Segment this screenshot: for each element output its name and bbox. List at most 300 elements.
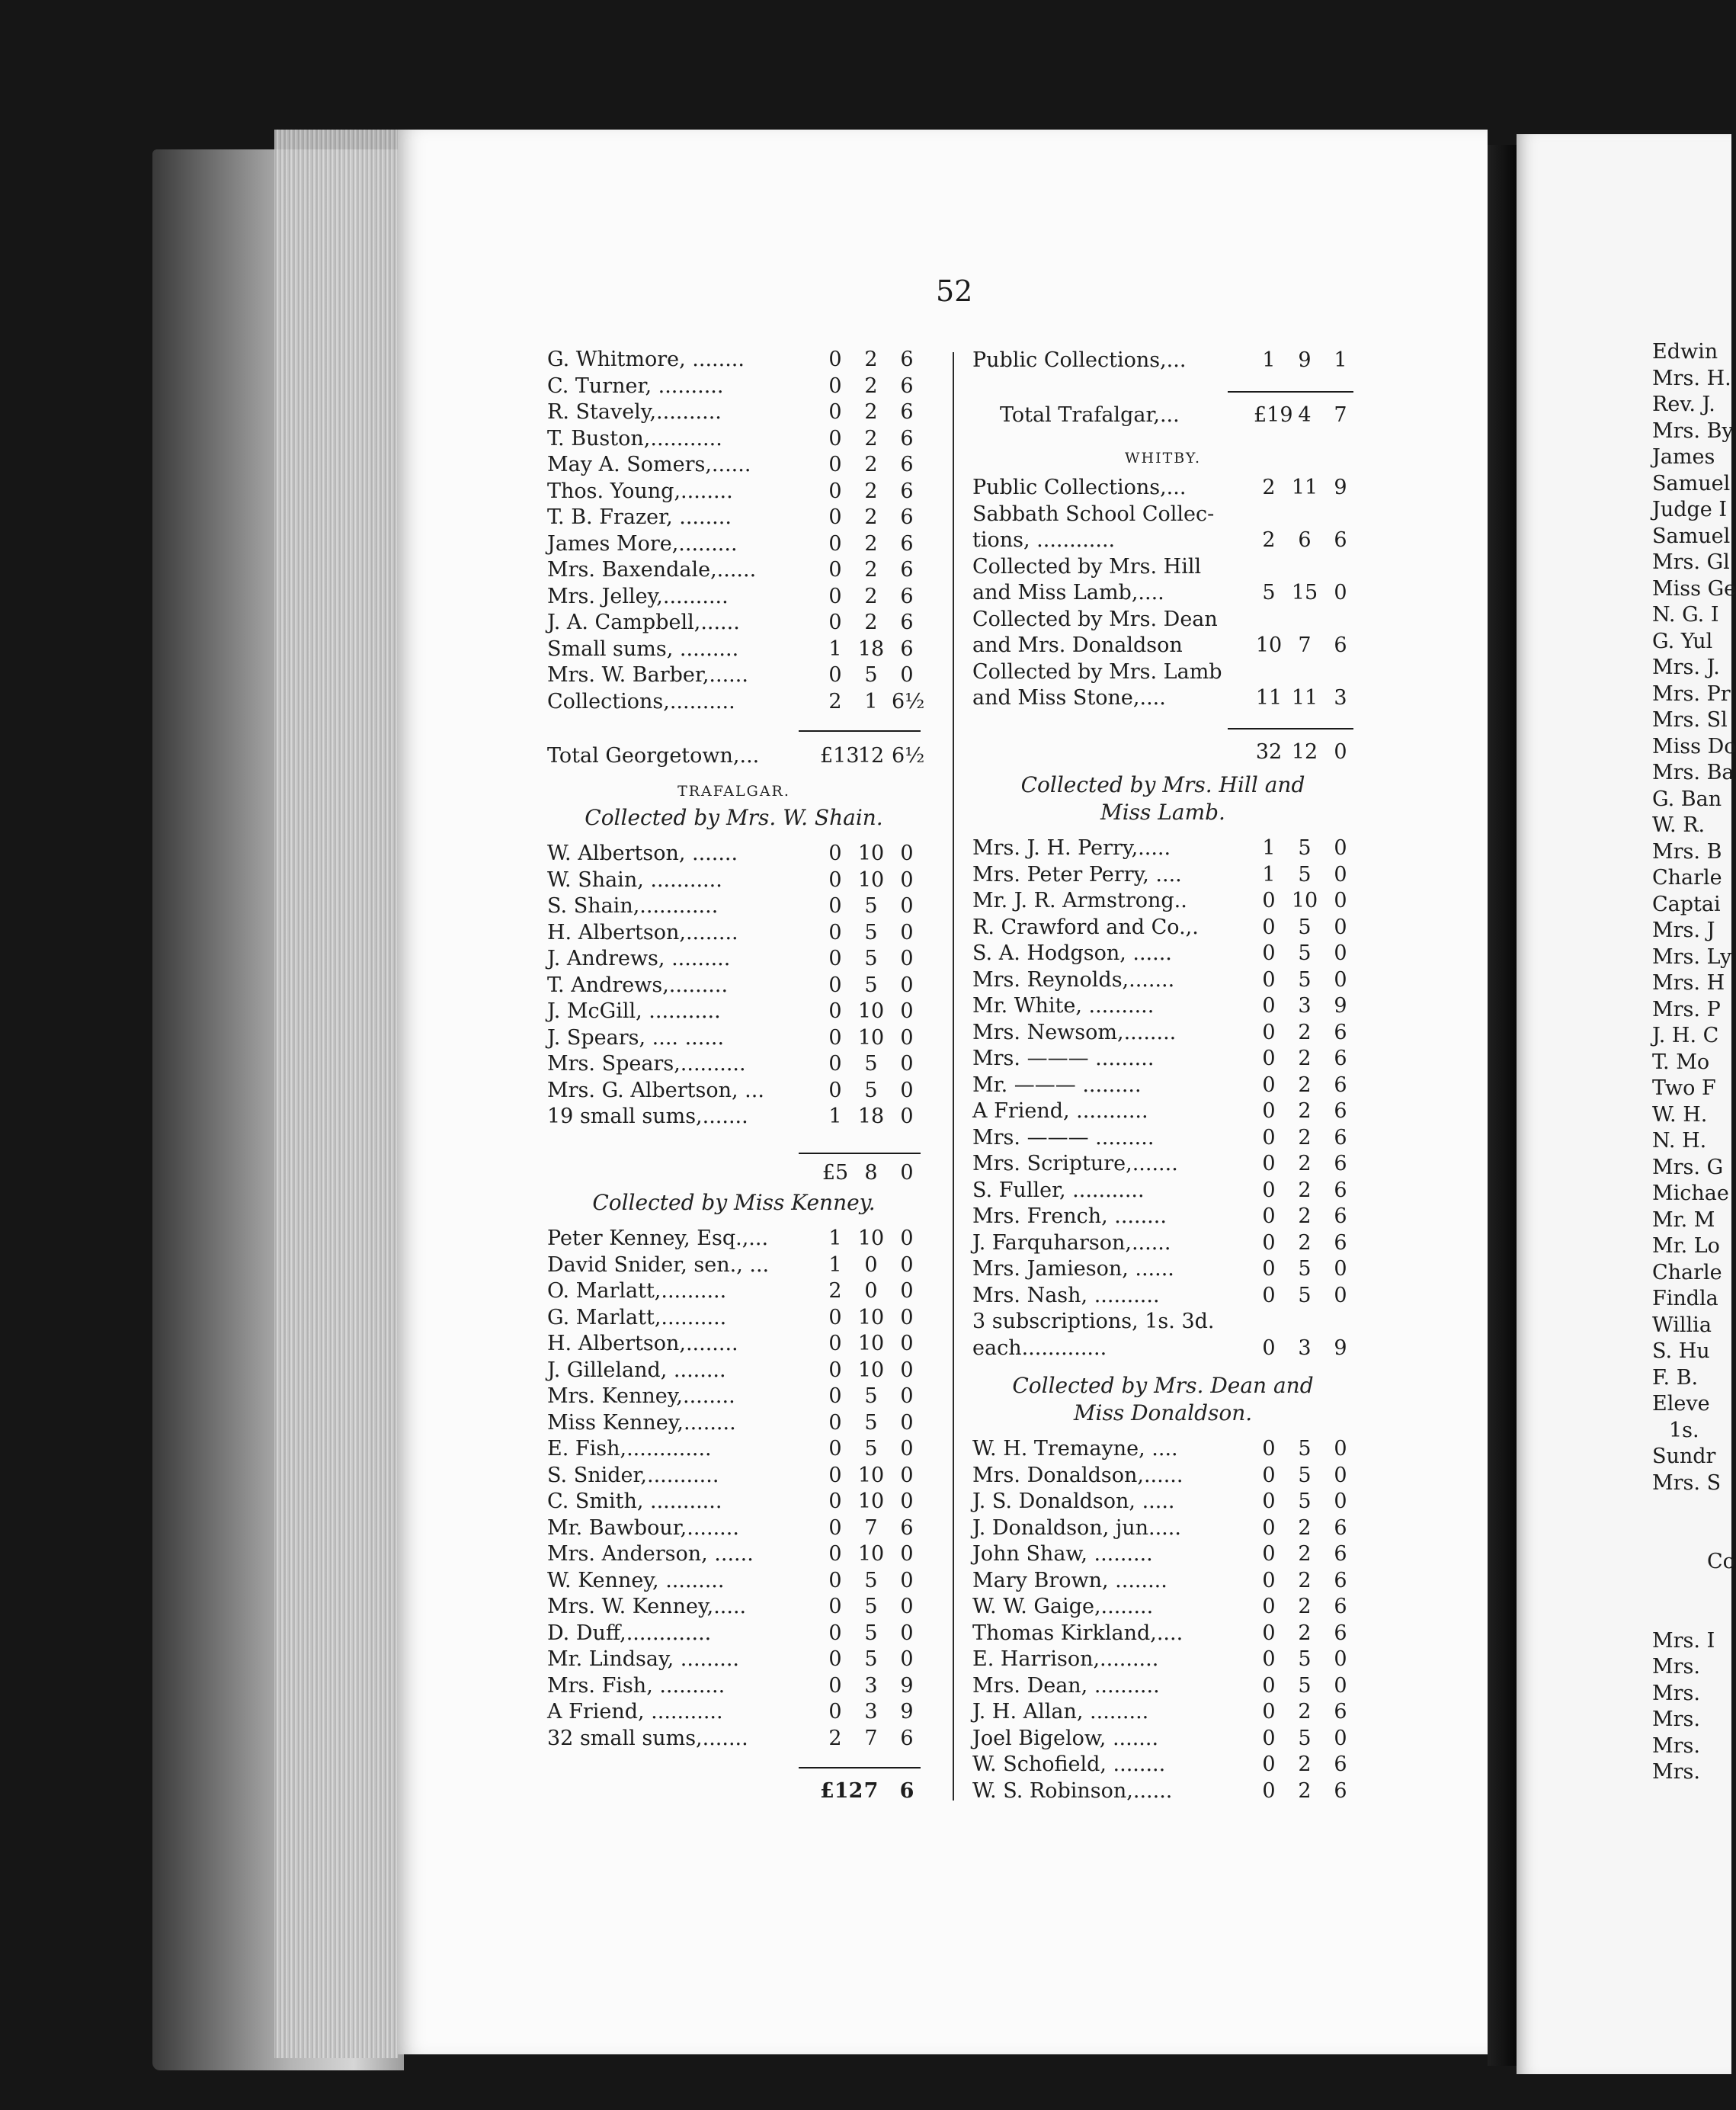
- entry-name: Mr. Bawbour,........: [547, 1515, 739, 1540]
- pounds-value: 0: [1262, 1230, 1276, 1255]
- georgetown-total-row: [547, 743, 925, 769]
- pence-value: 0: [900, 920, 914, 944]
- facing-page-text: J. H. C: [1652, 1024, 1719, 1047]
- entry-name: Total Georgetown,...: [547, 744, 760, 768]
- pence-value: 6: [900, 611, 914, 634]
- entry-name: Thos. Young,........: [547, 479, 733, 503]
- pence-value: 0: [900, 1410, 914, 1435]
- pence-value: 6: [1334, 1047, 1347, 1070]
- shillings-value: 2: [864, 558, 878, 582]
- pounds-value: 32: [1255, 740, 1283, 764]
- shillings-value: 2: [864, 505, 878, 529]
- pounds-value: 0: [1262, 1515, 1276, 1540]
- shillings-value: 6: [1298, 528, 1312, 552]
- shillings-value: 2: [1298, 1568, 1312, 1592]
- shillings-value: 5: [864, 1078, 878, 1102]
- collector-heading: Miss Lamb.: [1100, 800, 1225, 825]
- ledger-row: [547, 1305, 921, 1331]
- pence-value: 0: [900, 947, 914, 970]
- facing-page-text: Mr. M: [1652, 1207, 1715, 1232]
- pounds-value: 0: [1262, 1283, 1276, 1307]
- facing-page-text: Mrs. Gl: [1652, 550, 1730, 574]
- facing-page-text: Co: [1707, 1550, 1735, 1573]
- pounds-value: 0: [1262, 994, 1276, 1018]
- ledger-row: [547, 1278, 921, 1304]
- pounds-value: 0: [1262, 1437, 1276, 1461]
- facing-page-text: Findla: [1652, 1287, 1718, 1310]
- shillings-value: 2: [1298, 1099, 1312, 1123]
- pounds-value: 0: [1262, 1125, 1276, 1150]
- pounds-value: 0: [1262, 1257, 1276, 1281]
- pounds-value: 0: [1262, 941, 1276, 965]
- pence-value: 0: [1334, 889, 1347, 912]
- pounds-value: 2: [828, 1726, 842, 1750]
- ledger-row: [547, 867, 921, 893]
- entry-name: Mrs. Jamieson, ......: [972, 1257, 1174, 1281]
- ledger-row: [547, 1673, 921, 1699]
- ledger-row: [547, 1594, 921, 1620]
- pence-value: 0: [900, 1463, 914, 1487]
- ledger-row: [972, 1151, 1353, 1177]
- shillings-value: 12: [857, 744, 885, 768]
- ledger-row: [972, 1046, 1353, 1072]
- entry-name: Mrs. Nash, ..........: [972, 1283, 1160, 1307]
- shillings-value: 5: [1298, 1490, 1312, 1513]
- ledger-row: [972, 607, 1353, 633]
- entry-name: Collections,..........: [547, 689, 735, 713]
- ledger-row: [547, 347, 921, 373]
- shillings-value: 2: [864, 426, 878, 451]
- ledger-row: [972, 1647, 1353, 1672]
- pence-value: 0: [1334, 1490, 1347, 1513]
- ledger-row: [972, 554, 1353, 580]
- ledger-row: [972, 1726, 1353, 1752]
- entry-name: H. Albertson,........: [547, 920, 738, 944]
- entry-name: Thomas Kirkland,....: [972, 1621, 1183, 1645]
- pounds-value: 0: [828, 1384, 842, 1408]
- pounds-value: 0: [1262, 1752, 1276, 1776]
- shillings-value: 0: [864, 1279, 878, 1303]
- pence-value: 0: [900, 1025, 914, 1050]
- facing-page-text: Two F: [1652, 1076, 1716, 1100]
- ledger-row: [547, 893, 921, 919]
- pounds-value: 1: [828, 1227, 842, 1250]
- entry-name: W. Albertson, .......: [547, 842, 738, 865]
- entry-name: Mrs. Anderson, ......: [547, 1542, 754, 1566]
- shillings-value: 2: [864, 400, 878, 424]
- pence-value: 9: [900, 1673, 914, 1698]
- entry-name: S. Shain,............: [547, 894, 719, 918]
- pence-value: 6: [900, 1515, 914, 1540]
- shillings-value: 18: [857, 1105, 885, 1128]
- shillings-value: 2: [864, 479, 878, 503]
- entry-name: A Friend, ...........: [547, 1700, 723, 1724]
- entry-name: 19 small sums,.......: [547, 1105, 748, 1128]
- entry-name: May A. Somers,......: [547, 453, 751, 476]
- entry-name: J. Gilleland, ........: [547, 1358, 726, 1382]
- pounds-value: 0: [828, 348, 842, 371]
- pounds-value: 2: [1262, 528, 1276, 552]
- pence-value: 6: [900, 479, 914, 503]
- entry-name: W. S. Robinson,......: [972, 1778, 1173, 1803]
- ledger-row: [972, 633, 1376, 659]
- shillings-value: 10: [857, 842, 885, 865]
- pounds-value: 0: [828, 947, 842, 970]
- ledger-row: [972, 1463, 1353, 1489]
- sum-rule: [799, 1153, 921, 1154]
- ledger-row: [547, 505, 921, 531]
- sum-rule: [1228, 391, 1353, 393]
- shillings-value: 11: [1291, 686, 1318, 710]
- pence-value: 0: [900, 1490, 914, 1513]
- pence-value: 6: [900, 584, 914, 608]
- ledger-row: [972, 580, 1376, 606]
- facing-page-text: N. H.: [1652, 1129, 1707, 1153]
- entry-name: C. Turner, ..........: [547, 374, 724, 398]
- entry-name: T. Andrews,.........: [547, 973, 729, 997]
- pence-value: 0: [900, 1305, 914, 1329]
- sum-rule: [799, 1767, 921, 1768]
- pounds-value: 0: [1262, 1463, 1276, 1487]
- shillings-value: 0: [864, 1252, 878, 1277]
- facing-page-text: T. Mo: [1652, 1050, 1710, 1074]
- pence-value: 0: [900, 1595, 914, 1618]
- shillings-value: 5: [864, 1595, 878, 1618]
- pence-value: 0: [1334, 581, 1347, 604]
- entry-name: Small sums, .........: [547, 637, 739, 661]
- ledger-row: [972, 1178, 1353, 1204]
- pence-value: 0: [900, 999, 914, 1023]
- pounds-value: 0: [828, 400, 842, 424]
- facing-page-text: Mrs. J.: [1652, 656, 1720, 679]
- pounds-value: £19: [1254, 403, 1293, 427]
- entry-name: Sabbath School Collec-: [972, 502, 1215, 526]
- entry-name: E. Harrison,.........: [972, 1647, 1159, 1671]
- pence-value: 0: [900, 867, 914, 892]
- entry-name: G. Marlatt,..........: [547, 1305, 727, 1329]
- ledger-row: [972, 1336, 1376, 1361]
- facing-page-text: Mrs.: [1652, 1655, 1700, 1679]
- pence-value: 0: [1334, 1463, 1347, 1487]
- pounds-value: 1: [828, 637, 842, 661]
- shillings-value: 2: [864, 531, 878, 556]
- shillings-value: 10: [857, 1490, 885, 1513]
- entry-name: T. Buston,...........: [547, 426, 722, 451]
- pence-value: 0: [900, 842, 914, 865]
- shillings-value: 2: [1298, 1125, 1312, 1150]
- pence-value: 6: [1334, 1595, 1347, 1618]
- facing-page-text: Charle: [1652, 866, 1722, 890]
- entry-name: Mr. ——— .........: [972, 1073, 1142, 1097]
- facing-page-text: W. H.: [1652, 1102, 1708, 1127]
- entry-name: D. Duff,.............: [547, 1621, 712, 1645]
- shillings-value: 10: [857, 1358, 885, 1382]
- pounds-value: 0: [1262, 1647, 1276, 1671]
- ledger-row: [972, 1568, 1353, 1594]
- entry-name: Collected by Mrs. Lamb: [972, 659, 1222, 684]
- entry-name: O. Marlatt,..........: [547, 1279, 727, 1303]
- entry-name: Mrs. W. Barber,......: [547, 663, 748, 687]
- pence-value: 6: [1334, 1752, 1347, 1776]
- pence-value: 6: [900, 348, 914, 371]
- pounds-value: 0: [828, 558, 842, 582]
- entry-name: Mr. J. R. Armstrong..: [972, 889, 1187, 912]
- facing-page-text: Mr. Lo: [1652, 1234, 1720, 1258]
- facing-page-text: G. Ban: [1652, 787, 1722, 811]
- shillings-value: 2: [1298, 1204, 1312, 1228]
- shillings-value: 5: [1298, 967, 1312, 992]
- pence-value: 9: [1334, 994, 1347, 1018]
- ledger-row: [547, 1078, 921, 1104]
- shillings-value: 5: [1298, 941, 1312, 965]
- ledger-row: [972, 915, 1353, 941]
- pence-value: 0: [900, 1542, 914, 1566]
- entry-name: Mrs. ——— .........: [972, 1125, 1155, 1150]
- ledger-row: [547, 374, 921, 399]
- ledger-row: [547, 973, 921, 999]
- pounds-value: 1: [1262, 348, 1276, 372]
- pounds-value: 0: [828, 1410, 842, 1435]
- entry-name: C. Smith, ...........: [547, 1490, 722, 1513]
- ledger-row: [972, 1621, 1353, 1647]
- ledger-row: [972, 862, 1353, 888]
- shillings-value: 5: [1298, 862, 1312, 887]
- pounds-value: 0: [828, 1332, 842, 1355]
- pounds-value: 2: [828, 1279, 842, 1303]
- ledger-row: [547, 999, 921, 1025]
- facing-page-text: G. Yul: [1652, 629, 1713, 653]
- ledger-row: [547, 1568, 921, 1594]
- entry-name: S. Fuller, ...........: [972, 1178, 1145, 1202]
- entry-name: Mrs. Jelley,..........: [547, 584, 729, 608]
- pounds-value: 0: [828, 1025, 842, 1050]
- pence-value: 0: [1334, 862, 1347, 887]
- shillings-value: 5: [864, 1384, 878, 1408]
- entry-name: S. A. Hodgson, ......: [972, 941, 1172, 965]
- entry-name: Mrs. Reynolds,.......: [972, 967, 1175, 992]
- pounds-value: 0: [828, 663, 842, 687]
- shillings-value: 10: [857, 1542, 885, 1566]
- ledger-row: [547, 1489, 921, 1515]
- pounds-value: 0: [1262, 1152, 1276, 1175]
- pounds-value: 0: [828, 1700, 842, 1724]
- pence-value: 0: [1334, 941, 1347, 965]
- pence-value: 0: [900, 1052, 914, 1076]
- pounds-value: 0: [1262, 1490, 1276, 1513]
- entry-name: Mrs. W. Kenney,.....: [547, 1595, 747, 1618]
- ledger-row: [972, 1256, 1353, 1282]
- facing-page-text: Judge I: [1652, 498, 1728, 521]
- shillings-value: 1: [864, 689, 878, 713]
- ledger-row: [972, 1230, 1353, 1256]
- facing-page-text: F. B.: [1652, 1365, 1699, 1390]
- entry-name: and Mrs. Donaldson: [972, 633, 1183, 657]
- facing-page-text: N. G. I: [1652, 603, 1719, 627]
- pence-value: 6: [900, 637, 914, 661]
- entry-name: R. Stavely,..........: [547, 400, 722, 424]
- shillings-value: 5: [864, 1437, 878, 1461]
- facing-page-text: Mrs. J: [1652, 919, 1715, 942]
- facing-page-text: Rev. J.: [1652, 393, 1715, 416]
- ledger-row: [547, 662, 921, 688]
- ledger-row: [972, 1515, 1353, 1541]
- pence-value: 0: [900, 1358, 914, 1382]
- ledger-row: [547, 1621, 921, 1647]
- pounds-value: 0: [828, 999, 842, 1023]
- section-heading: WHITBY.: [1124, 450, 1202, 467]
- pence-value: 9: [900, 1700, 914, 1724]
- facing-page-text: Mrs.: [1652, 1733, 1700, 1758]
- page-number: 52: [936, 274, 973, 308]
- ledger-row: [972, 1594, 1353, 1620]
- pence-value: 0: [900, 973, 914, 997]
- entry-name: W. Shain, ...........: [547, 867, 722, 892]
- shillings-value: 7: [864, 1726, 878, 1750]
- ledger-row: [547, 946, 921, 972]
- ledger-row: [547, 1252, 921, 1278]
- ledger-row: [972, 502, 1353, 528]
- entry-name: 3 subscriptions, 1s. 3d.: [972, 1310, 1215, 1333]
- pence-value: 1: [1334, 348, 1347, 372]
- trafalgar-total-row: [972, 402, 1353, 428]
- pounds-value: 0: [828, 1078, 842, 1102]
- entry-name: Mrs. Baxendale,......: [547, 558, 757, 582]
- shillings-value: 7: [863, 1779, 879, 1803]
- pounds-value: 0: [828, 920, 842, 944]
- pence-value: 0: [900, 1332, 914, 1355]
- entry-name: Mrs. French, ........: [972, 1204, 1167, 1228]
- ledger-row: [972, 1541, 1353, 1567]
- pounds-value: 0: [828, 842, 842, 865]
- ledger-row: [972, 1778, 1353, 1804]
- pounds-value: 0: [1262, 1778, 1276, 1803]
- ledger-row: [972, 941, 1353, 967]
- ledger-row: [972, 1489, 1353, 1515]
- pounds-value: 0: [828, 1437, 842, 1461]
- shillings-value: 2: [1298, 1778, 1312, 1803]
- shillings-value: 2: [1298, 1542, 1312, 1566]
- pounds-value: 0: [1262, 1673, 1276, 1698]
- pounds-value: 0: [828, 584, 842, 608]
- shillings-value: 2: [1298, 1178, 1312, 1202]
- shillings-value: 3: [864, 1700, 878, 1724]
- entry-name: Mary Brown, ........: [972, 1568, 1167, 1592]
- shillings-value: 10: [857, 867, 885, 892]
- pounds-value: 0: [1262, 1621, 1276, 1645]
- entry-name: and Miss Stone,....: [972, 686, 1166, 710]
- shillings-value: 2: [1298, 1047, 1312, 1070]
- ledger-row: [547, 1699, 921, 1725]
- ledger-row: [547, 841, 921, 867]
- ledger-row: [547, 920, 921, 946]
- ledger-row: [972, 1673, 1353, 1699]
- entry-name: each.............: [972, 1336, 1107, 1360]
- entry-name: Mrs. Peter Perry, ....: [972, 862, 1182, 887]
- entry-name: S. Snider,...........: [547, 1463, 719, 1487]
- facing-page-text: Mrs.: [1652, 1760, 1700, 1784]
- pence-value: 6: [1334, 1568, 1347, 1592]
- ledger-row: [547, 1436, 921, 1462]
- shillings-value: 15: [1291, 581, 1318, 604]
- ledger-row: [547, 610, 921, 636]
- pence-value: 0: [900, 894, 914, 918]
- shillings-value: 2: [864, 348, 878, 371]
- column-divider: [953, 352, 954, 1801]
- pence-value: 6: [900, 505, 914, 529]
- pounds-value: 0: [1262, 1073, 1276, 1097]
- entry-name: Mrs. Scripture,.......: [972, 1152, 1178, 1175]
- facing-page-text: Samuel: [1652, 524, 1731, 548]
- facing-page-text: Mrs. I: [1652, 1628, 1715, 1653]
- pounds-value: 0: [828, 505, 842, 529]
- shillings-value: 3: [1298, 994, 1312, 1018]
- pounds-value: 10: [1255, 633, 1283, 657]
- facing-page-text: Mrs. P: [1652, 997, 1721, 1021]
- entry-name: J. Farquharson,......: [972, 1230, 1171, 1255]
- pence-value: 9: [1334, 1336, 1347, 1360]
- ledger-row: [547, 1331, 921, 1357]
- pounds-value: 0: [828, 1595, 842, 1618]
- shillings-value: 5: [864, 947, 878, 970]
- ledger-row: [547, 1051, 921, 1077]
- entry-name: T. B. Frazer, ........: [547, 505, 732, 529]
- facing-page-text: Mrs. Ba: [1652, 761, 1734, 784]
- pounds-value: 0: [1262, 1336, 1276, 1360]
- ledger-row: [547, 1726, 921, 1752]
- pence-value: 0: [1334, 1647, 1347, 1671]
- pence-value: 6: [1334, 1020, 1347, 1044]
- shillings-value: 2: [1298, 1073, 1312, 1097]
- pence-value: 6: [1334, 1778, 1347, 1803]
- shillings-value: 3: [864, 1673, 878, 1698]
- pounds-value: 1: [1262, 862, 1276, 887]
- ledger-row: [547, 1384, 921, 1409]
- shillings-value: 10: [857, 1025, 885, 1050]
- facing-page-text: Mrs. Ly: [1652, 944, 1732, 969]
- pounds-value: 0: [828, 453, 842, 476]
- shillings-value: 5: [1298, 1673, 1312, 1698]
- pounds-value: 0: [1262, 1020, 1276, 1044]
- pounds-value: 0: [1262, 967, 1276, 992]
- pounds-value: 0: [828, 1490, 842, 1513]
- ledger-row: [547, 1541, 921, 1567]
- entry-name: H. Albertson,........: [547, 1332, 738, 1355]
- shillings-value: 2: [1298, 1020, 1312, 1044]
- section-heading: TRAFALGAR.: [677, 783, 790, 800]
- entry-name: R. Crawford and Co.,.: [972, 915, 1199, 939]
- entry-name: Mrs. ——— .........: [972, 1047, 1155, 1070]
- entry-name: Mrs. Kenney,........: [547, 1384, 735, 1408]
- pence-value: 0: [900, 1161, 914, 1185]
- ledger-row: [972, 1204, 1353, 1230]
- pounds-value: 11: [1255, 686, 1283, 710]
- pence-value: 0: [1334, 740, 1347, 764]
- ledger-row: [972, 1020, 1353, 1046]
- entry-name: and Miss Lamb,....: [972, 581, 1164, 604]
- pence-value: 0: [900, 1647, 914, 1671]
- pounds-value: 0: [828, 611, 842, 634]
- ledger-row: [547, 1226, 921, 1252]
- entry-name: J. Spears, .... ......: [547, 1025, 725, 1050]
- entry-name: Mr. White, ..........: [972, 994, 1155, 1018]
- entry-name: G. Whitmore, ........: [547, 348, 745, 371]
- ledger-row: [972, 1073, 1353, 1098]
- shillings-value: 5: [864, 1647, 878, 1671]
- entry-name: E. Fish,.............: [547, 1437, 712, 1461]
- pounds-value: 0: [828, 867, 842, 892]
- entry-name: Miss Kenney,........: [547, 1410, 736, 1435]
- ledger-row: [972, 835, 1353, 861]
